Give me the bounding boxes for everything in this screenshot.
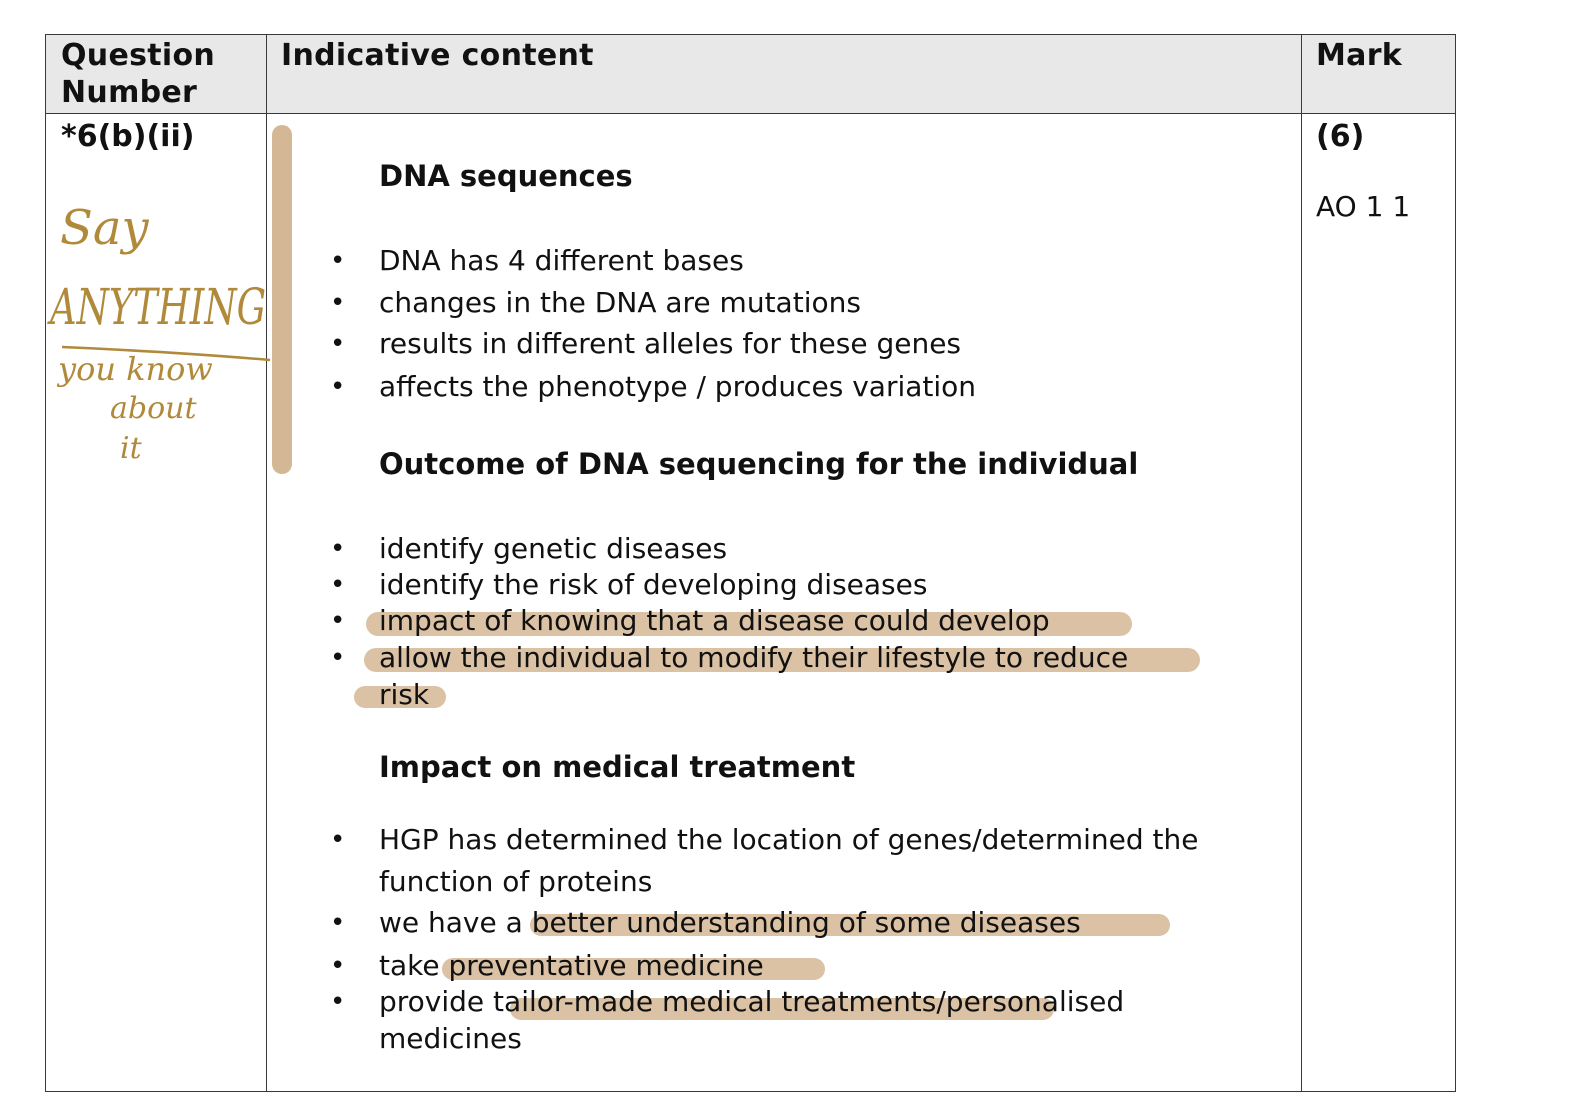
assessment-objective: AO 1 1	[1316, 190, 1411, 223]
header-indicative-content: Indicative content	[281, 38, 594, 73]
annotation-line: you know	[58, 350, 213, 388]
list-item: • affects the phenotype / produces variation	[379, 369, 976, 405]
annotation-line: about	[110, 391, 197, 426]
list-item-continuation: risk	[379, 678, 430, 711]
section-title-outcome: Outcome of DNA sequencing for the individual	[379, 447, 1139, 481]
list-item: • allow the individual to modify their lifestyle to reduce	[379, 640, 1128, 676]
annotation-line: ANYTHING	[47, 278, 266, 336]
list-item: • provide tailor-made medical treatments/personalised	[379, 984, 1124, 1020]
list-item: • HGP has determined the location of genes/determined the	[379, 822, 1198, 858]
annotation-line: it	[120, 431, 142, 466]
question-number: *6(b)(ii)	[61, 119, 195, 154]
section-title-medical-treatment: Impact on medical treatment	[379, 750, 856, 784]
list-item-continuation: medicines	[379, 1022, 522, 1055]
list-item: • identify the risk of developing diseases	[379, 567, 927, 603]
mark-value: (6)	[1316, 119, 1365, 154]
list-item: • impact of knowing that a disease could develop	[379, 603, 1050, 639]
column-divider	[1301, 35, 1302, 1091]
list-item: • changes in the DNA are mutations	[379, 285, 861, 321]
list-item: • take preventative medicine	[379, 948, 764, 984]
header-question-number: Question Number	[61, 38, 216, 110]
handwritten-annotation	[0, 0, 300, 480]
section-title-dna-sequences: DNA sequences	[379, 159, 633, 193]
list-item: • we have a better understanding of some diseases	[379, 905, 1081, 941]
list-item-continuation: function of proteins	[379, 865, 653, 898]
header-mark: Mark	[1316, 38, 1403, 73]
list-item: • DNA has 4 different bases	[379, 243, 744, 279]
annotation-line: Say	[60, 200, 149, 256]
list-item: • results in different alleles for these genes	[379, 326, 961, 362]
list-item: • identify genetic diseases	[379, 531, 727, 567]
